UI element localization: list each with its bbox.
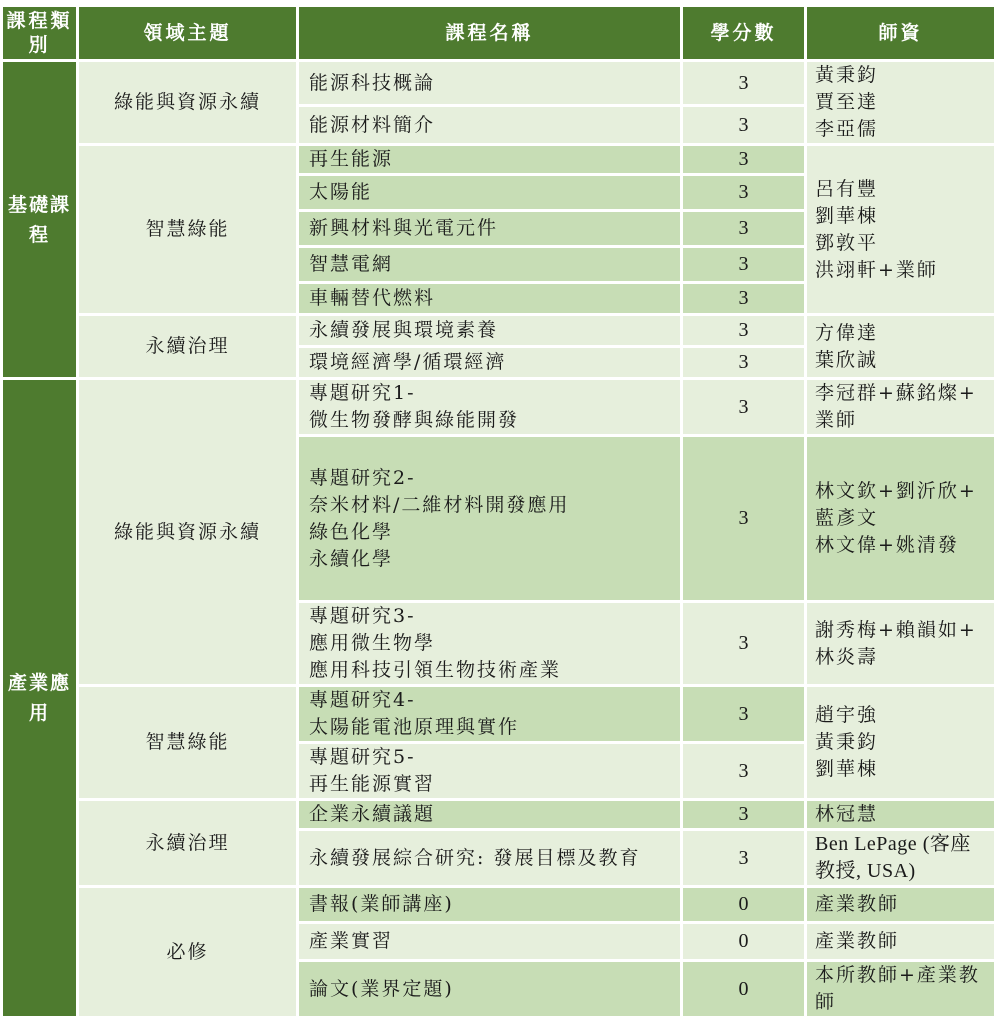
course-name: 智慧電網: [298, 247, 682, 283]
teacher-cell: [806, 961, 996, 1018]
course-credits: 0: [682, 887, 806, 923]
course-credits: 3: [682, 283, 806, 315]
teacher-cell: [806, 315, 996, 379]
teacher-name: 黃秉鈞: [815, 731, 879, 753]
teacher-name: Ben LePage (客座: [815, 833, 971, 855]
teacher-name: 鄧敦平: [815, 231, 879, 254]
course-line: 應用微生物學: [309, 632, 436, 654]
course-line: 專題研究1-: [309, 382, 416, 404]
teacher-name: 呂有豐: [815, 177, 879, 200]
teacher-name: 洪翊軒+業師: [815, 258, 938, 281]
teacher-name: 賈至達: [815, 91, 879, 113]
course-name: 再生能源: [298, 145, 682, 175]
teacher-cell: [806, 830, 996, 887]
teacher-name: 師: [815, 991, 837, 1013]
teacher-cell: [806, 145, 996, 315]
domain-cell: 永續治理: [78, 800, 298, 887]
course-credits: 3: [682, 211, 806, 247]
course-credits: 0: [682, 961, 806, 1018]
teacher-name: 產業教師: [815, 893, 900, 915]
domain-cell: 綠能與資源永續: [78, 61, 298, 145]
course-credits: 3: [682, 830, 806, 887]
course-credits: 3: [682, 175, 806, 211]
teacher-name: 產業教師: [815, 930, 900, 952]
table-row: [2, 145, 996, 175]
course-credits: 3: [682, 686, 806, 743]
course-line: 專題研究3-: [309, 605, 416, 627]
teacher-cell: [806, 686, 996, 800]
course-credits: 3: [682, 247, 806, 283]
domain-cell: 永續治理: [78, 315, 298, 379]
teacher-name: 林文欽+劉沂欣+: [815, 480, 977, 502]
course-name: [298, 743, 682, 800]
teacher-name: 林文偉+姚清發: [815, 534, 959, 556]
teacher-name: 李亞儒: [815, 118, 879, 140]
domain-cell: 智慧綠能: [78, 686, 298, 800]
teacher-cell: [806, 602, 996, 686]
teacher-name: 教授, USA): [815, 860, 916, 882]
course-name: 新興材料與光電元件: [298, 211, 682, 247]
teacher-name: 葉欣誠: [815, 348, 879, 371]
course-credits: 3: [682, 379, 806, 436]
teacher-cell: [806, 61, 996, 145]
course-line: 專題研究2-: [309, 466, 416, 489]
table-row: [2, 800, 996, 830]
curriculum-table: [0, 4, 996, 1019]
teacher-name: 林炎壽: [815, 645, 879, 668]
course-line: 綠色化學: [309, 520, 394, 543]
table-row: [2, 61, 996, 106]
course-name: 環境經濟學/循環經濟: [298, 347, 682, 379]
course-name: 書報(業師講座): [298, 887, 682, 923]
teacher-name: 業師: [815, 409, 858, 431]
course-credits: 3: [682, 743, 806, 800]
course-name: [298, 602, 682, 686]
course-name: 太陽能: [298, 175, 682, 211]
teacher-cell: [806, 923, 996, 961]
course-credits: 3: [682, 315, 806, 347]
table-row: [2, 887, 996, 923]
course-line: 專題研究4-: [309, 689, 416, 711]
course-credits: 3: [682, 106, 806, 145]
course-line: 永續化學: [309, 547, 394, 570]
course-credits: 3: [682, 61, 806, 106]
table-row: [2, 379, 996, 436]
course-line: 太陽能電池原理與實作: [309, 716, 520, 738]
teacher-name: 黃秉鈞: [815, 64, 879, 86]
course-line: 再生能源實習: [309, 773, 436, 795]
teacher-name: 方偉達: [815, 321, 879, 344]
course-name: 車輛替代燃料: [298, 283, 682, 315]
header-course: 課程名稱: [298, 6, 682, 61]
header-row: [2, 6, 996, 61]
course-name: 永續發展綜合研究: 發展目標及教育: [298, 830, 682, 887]
course-name: 企業永續議題: [298, 800, 682, 830]
header-teacher: 師資: [806, 6, 996, 61]
header-credits: 學分數: [682, 6, 806, 61]
header-category: 課程類別: [2, 6, 78, 61]
course-name: 永續發展與環境素養: [298, 315, 682, 347]
domain-cell: 必修: [78, 887, 298, 1018]
table-row: [2, 315, 996, 347]
course-credits: 3: [682, 145, 806, 175]
teacher-name: 趙宇強: [815, 704, 879, 726]
domain-cell: 智慧綠能: [78, 145, 298, 315]
category-industry: 產業應用: [2, 379, 78, 1018]
course-name: 產業實習: [298, 923, 682, 961]
course-name: [298, 436, 682, 602]
teacher-cell: [806, 887, 996, 923]
course-line: 奈米材料/二維材料開發應用: [309, 493, 570, 516]
course-line: 微生物發酵與綠能開發: [309, 409, 520, 431]
course-name: 論文(業界定題): [298, 961, 682, 1018]
course-name: [298, 686, 682, 743]
course-line: 專題研究5-: [309, 746, 416, 768]
header-domain: 領域主題: [78, 6, 298, 61]
teacher-name: 謝秀梅+賴韻如+: [815, 618, 977, 641]
domain-cell: 綠能與資源永續: [78, 379, 298, 686]
teacher-cell: [806, 436, 996, 602]
teacher-name: 李冠群+蘇銘燦+: [815, 382, 977, 404]
course-credits: 3: [682, 436, 806, 602]
course-credits: 0: [682, 923, 806, 961]
category-basic: 基礎課程: [2, 61, 78, 379]
teacher-cell: [806, 800, 996, 830]
course-name: [298, 379, 682, 436]
teacher-name: 藍彥文: [815, 507, 879, 529]
teacher-cell: [806, 379, 996, 436]
table-row: [2, 686, 996, 743]
course-credits: 3: [682, 602, 806, 686]
course-name: 能源科技概論: [298, 61, 682, 106]
teacher-name: 林冠慧: [815, 803, 879, 825]
teacher-name: 劉華棟: [815, 204, 879, 227]
course-credits: 3: [682, 347, 806, 379]
teacher-name: 本所教師+產業教: [815, 964, 980, 986]
course-credits: 3: [682, 800, 806, 830]
course-line: 應用科技引領生物技術產業: [309, 659, 562, 681]
teacher-name: 劉華棟: [815, 758, 879, 780]
course-name: 能源材料簡介: [298, 106, 682, 145]
